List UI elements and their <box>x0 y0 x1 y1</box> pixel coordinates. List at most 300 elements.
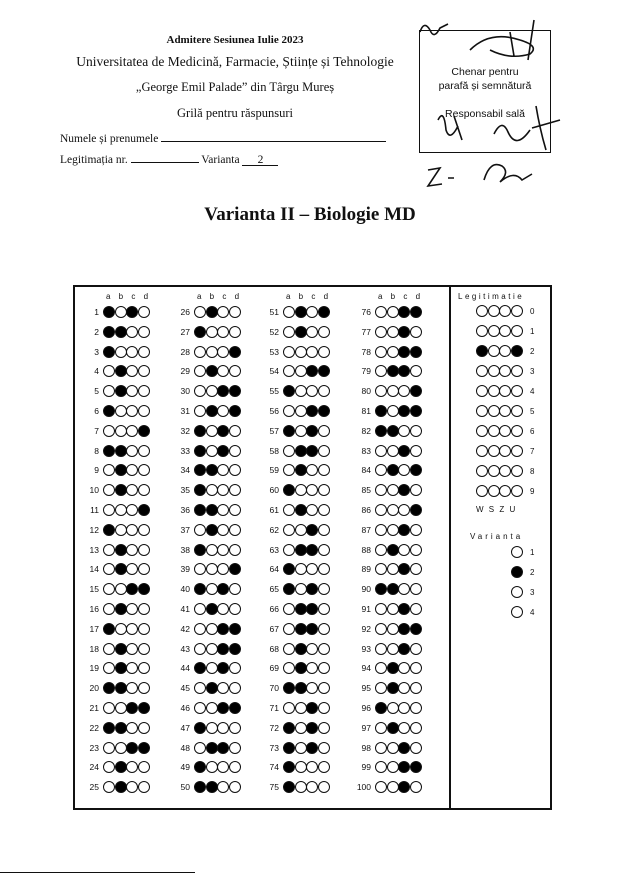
legitimatie-bubble[interactable] <box>511 365 523 377</box>
legitimatie-bubble[interactable] <box>488 345 500 357</box>
answer-bubble[interactable] <box>306 524 318 536</box>
legitimatie-bubble[interactable] <box>488 305 500 317</box>
answer-bubble[interactable] <box>229 326 241 338</box>
legitimatie-bubble[interactable] <box>476 305 488 317</box>
answer-bubble[interactable] <box>115 583 127 595</box>
id-field[interactable] <box>60 151 278 166</box>
answer-bubble[interactable] <box>318 781 330 793</box>
legitimatie-bubble[interactable] <box>511 305 523 317</box>
answer-bubble[interactable] <box>318 365 330 377</box>
legitimatie-bubble[interactable] <box>499 305 511 317</box>
answer-bubble[interactable] <box>410 563 422 575</box>
answer-bubble[interactable] <box>229 405 241 417</box>
answer-bubble[interactable] <box>398 722 410 734</box>
answer-bubble[interactable] <box>138 385 150 397</box>
answer-bubble[interactable] <box>283 504 295 516</box>
legitimatie-bubble[interactable] <box>499 325 511 337</box>
answer-bubble[interactable] <box>410 702 422 714</box>
answer-bubble[interactable] <box>318 662 330 674</box>
answer-bubble[interactable] <box>318 623 330 635</box>
answer-bubble[interactable] <box>217 504 229 516</box>
answer-bubble[interactable] <box>283 524 295 536</box>
answer-bubble[interactable] <box>206 326 218 338</box>
legitimatie-bubble[interactable] <box>511 385 523 397</box>
answer-bubble[interactable] <box>115 761 127 773</box>
answer-bubble[interactable] <box>295 326 307 338</box>
answer-bubble[interactable] <box>217 346 229 358</box>
answer-bubble[interactable] <box>229 544 241 556</box>
answer-bubble[interactable] <box>217 425 229 437</box>
answer-bubble[interactable] <box>295 405 307 417</box>
answer-bubble[interactable] <box>229 504 241 516</box>
answer-bubble[interactable] <box>115 504 127 516</box>
variant-bubble[interactable] <box>511 546 523 558</box>
answer-bubble[interactable] <box>126 504 138 516</box>
legitimatie-bubble[interactable] <box>488 325 500 337</box>
variant-bubble[interactable] <box>511 606 523 618</box>
answer-bubble[interactable] <box>103 722 115 734</box>
legitimatie-bubble[interactable] <box>511 465 523 477</box>
legitimatie-bubble[interactable] <box>476 345 488 357</box>
answer-bubble[interactable] <box>138 643 150 655</box>
answer-bubble[interactable] <box>283 306 295 318</box>
answer-bubble[interactable] <box>138 524 150 536</box>
legitimatie-bubble[interactable] <box>511 345 523 357</box>
answer-bubble[interactable] <box>229 583 241 595</box>
answer-bubble[interactable] <box>138 761 150 773</box>
answer-bubble[interactable] <box>295 722 307 734</box>
answer-bubble[interactable] <box>138 781 150 793</box>
answer-bubble[interactable] <box>283 445 295 457</box>
answer-bubble[interactable] <box>206 425 218 437</box>
answer-bubble[interactable] <box>217 643 229 655</box>
answer-bubble[interactable] <box>295 662 307 674</box>
answer-bubble[interactable] <box>206 405 218 417</box>
answer-bubble[interactable] <box>206 761 218 773</box>
answer-bubble[interactable] <box>115 563 127 575</box>
answer-bubble[interactable] <box>229 445 241 457</box>
answer-bubble[interactable] <box>318 484 330 496</box>
answer-bubble[interactable] <box>410 326 422 338</box>
answer-bubble[interactable] <box>410 464 422 476</box>
answer-bubble[interactable] <box>410 346 422 358</box>
answer-bubble[interactable] <box>283 623 295 635</box>
answer-bubble[interactable] <box>126 425 138 437</box>
answer-bubble[interactable] <box>229 623 241 635</box>
answer-bubble[interactable] <box>229 682 241 694</box>
answer-bubble[interactable] <box>410 385 422 397</box>
answer-bubble[interactable] <box>306 742 318 754</box>
answer-bubble[interactable] <box>295 425 307 437</box>
answer-bubble[interactable] <box>126 306 138 318</box>
answer-bubble[interactable] <box>295 306 307 318</box>
answer-bubble[interactable] <box>306 445 318 457</box>
legitimatie-bubble[interactable] <box>488 465 500 477</box>
answer-bubble[interactable] <box>115 484 127 496</box>
answer-bubble[interactable] <box>103 603 115 615</box>
answer-bubble[interactable] <box>295 682 307 694</box>
answer-bubble[interactable] <box>387 365 399 377</box>
answer-bubble[interactable] <box>318 445 330 457</box>
answer-bubble[interactable] <box>115 524 127 536</box>
answer-bubble[interactable] <box>295 346 307 358</box>
answer-bubble[interactable] <box>138 504 150 516</box>
answer-bubble[interactable] <box>126 742 138 754</box>
answer-bubble[interactable] <box>138 464 150 476</box>
answer-bubble[interactable] <box>398 742 410 754</box>
answer-bubble[interactable] <box>398 445 410 457</box>
name-input-line[interactable] <box>161 130 386 142</box>
answer-bubble[interactable] <box>318 722 330 734</box>
answer-bubble[interactable] <box>375 702 387 714</box>
answer-bubble[interactable] <box>306 702 318 714</box>
legitimatie-bubble[interactable] <box>499 485 511 497</box>
answer-bubble[interactable] <box>410 761 422 773</box>
answer-bubble[interactable] <box>103 623 115 635</box>
answer-bubble[interactable] <box>410 484 422 496</box>
answer-bubble[interactable] <box>115 346 127 358</box>
answer-bubble[interactable] <box>138 326 150 338</box>
answer-bubble[interactable] <box>206 702 218 714</box>
answer-bubble[interactable] <box>295 445 307 457</box>
answer-bubble[interactable] <box>387 346 399 358</box>
legitimatie-bubble[interactable] <box>488 425 500 437</box>
answer-bubble[interactable] <box>410 722 422 734</box>
legitimatie-bubble[interactable] <box>476 325 488 337</box>
answer-bubble[interactable] <box>283 326 295 338</box>
answer-bubble[interactable] <box>138 742 150 754</box>
answer-bubble[interactable] <box>318 563 330 575</box>
answer-bubble[interactable] <box>115 722 127 734</box>
answer-bubble[interactable] <box>138 365 150 377</box>
answer-bubble[interactable] <box>410 682 422 694</box>
answer-bubble[interactable] <box>283 702 295 714</box>
answer-bubble[interactable] <box>194 544 206 556</box>
answer-bubble[interactable] <box>410 742 422 754</box>
answer-bubble[interactable] <box>375 326 387 338</box>
answer-bubble[interactable] <box>229 662 241 674</box>
answer-bubble[interactable] <box>217 742 229 754</box>
answer-bubble[interactable] <box>229 603 241 615</box>
answer-bubble[interactable] <box>206 662 218 674</box>
answer-bubble[interactable] <box>295 781 307 793</box>
answer-bubble[interactable] <box>206 306 218 318</box>
legitimatie-bubble[interactable] <box>511 445 523 457</box>
answer-bubble[interactable] <box>229 385 241 397</box>
answer-bubble[interactable] <box>410 365 422 377</box>
legitimatie-bubble[interactable] <box>476 485 488 497</box>
answer-bubble[interactable] <box>398 524 410 536</box>
answer-bubble[interactable] <box>398 326 410 338</box>
answer-bubble[interactable] <box>398 346 410 358</box>
answer-bubble[interactable] <box>126 623 138 635</box>
legitimatie-bubble[interactable] <box>511 425 523 437</box>
answer-bubble[interactable] <box>387 722 399 734</box>
answer-bubble[interactable] <box>126 643 138 655</box>
answer-bubble[interactable] <box>217 326 229 338</box>
answer-bubble[interactable] <box>206 524 218 536</box>
answer-bubble[interactable] <box>103 346 115 358</box>
answer-bubble[interactable] <box>318 643 330 655</box>
answer-bubble[interactable] <box>103 504 115 516</box>
answer-bubble[interactable] <box>387 702 399 714</box>
legitimatie-bubble[interactable] <box>476 405 488 417</box>
answer-bubble[interactable] <box>126 346 138 358</box>
legitimatie-bubble[interactable] <box>499 445 511 457</box>
answer-bubble[interactable] <box>387 781 399 793</box>
answer-bubble[interactable] <box>387 742 399 754</box>
answer-bubble[interactable] <box>295 563 307 575</box>
answer-bubble[interactable] <box>306 306 318 318</box>
answer-bubble[interactable] <box>206 781 218 793</box>
answer-bubble[interactable] <box>126 445 138 457</box>
answer-bubble[interactable] <box>206 643 218 655</box>
answer-bubble[interactable] <box>115 445 127 457</box>
legitimatie-bubble[interactable] <box>488 485 500 497</box>
answer-bubble[interactable] <box>229 306 241 318</box>
answer-bubble[interactable] <box>206 385 218 397</box>
answer-bubble[interactable] <box>217 603 229 615</box>
answer-bubble[interactable] <box>206 365 218 377</box>
answer-bubble[interactable] <box>103 643 115 655</box>
answer-bubble[interactable] <box>410 405 422 417</box>
answer-bubble[interactable] <box>410 623 422 635</box>
answer-bubble[interactable] <box>318 742 330 754</box>
answer-bubble[interactable] <box>126 722 138 734</box>
answer-bubble[interactable] <box>410 662 422 674</box>
answer-bubble[interactable] <box>126 326 138 338</box>
id-input-line[interactable] <box>131 151 199 163</box>
answer-bubble[interactable] <box>306 326 318 338</box>
answer-bubble[interactable] <box>375 623 387 635</box>
answer-bubble[interactable] <box>229 702 241 714</box>
answer-bubble[interactable] <box>306 425 318 437</box>
answer-bubble[interactable] <box>306 603 318 615</box>
answer-bubble[interactable] <box>229 524 241 536</box>
answer-bubble[interactable] <box>138 682 150 694</box>
answer-bubble[interactable] <box>283 603 295 615</box>
answer-bubble[interactable] <box>318 603 330 615</box>
legitimatie-bubble[interactable] <box>499 405 511 417</box>
legitimatie-bubble[interactable] <box>511 325 523 337</box>
answer-bubble[interactable] <box>410 445 422 457</box>
answer-bubble[interactable] <box>138 563 150 575</box>
answer-bubble[interactable] <box>398 405 410 417</box>
answer-bubble[interactable] <box>126 405 138 417</box>
answer-bubble[interactable] <box>398 603 410 615</box>
answer-bubble[interactable] <box>217 445 229 457</box>
answer-bubble[interactable] <box>217 524 229 536</box>
answer-bubble[interactable] <box>194 722 206 734</box>
answer-bubble[interactable] <box>206 544 218 556</box>
answer-bubble[interactable] <box>398 643 410 655</box>
variant-bubble[interactable] <box>511 586 523 598</box>
answer-bubble[interactable] <box>387 583 399 595</box>
answer-bubble[interactable] <box>318 583 330 595</box>
answer-bubble[interactable] <box>194 445 206 457</box>
answer-bubble[interactable] <box>283 405 295 417</box>
answer-bubble[interactable] <box>295 643 307 655</box>
answer-bubble[interactable] <box>206 742 218 754</box>
answer-bubble[interactable] <box>206 722 218 734</box>
answer-bubble[interactable] <box>398 306 410 318</box>
answer-bubble[interactable] <box>115 425 127 437</box>
answer-bubble[interactable] <box>206 623 218 635</box>
answer-bubble[interactable] <box>295 623 307 635</box>
answer-bubble[interactable] <box>217 623 229 635</box>
answer-bubble[interactable] <box>306 643 318 655</box>
answer-bubble[interactable] <box>375 603 387 615</box>
answer-bubble[interactable] <box>318 544 330 556</box>
answer-bubble[interactable] <box>387 385 399 397</box>
answer-bubble[interactable] <box>318 524 330 536</box>
answer-bubble[interactable] <box>138 544 150 556</box>
answer-bubble[interactable] <box>318 425 330 437</box>
answer-bubble[interactable] <box>115 603 127 615</box>
legitimatie-bubble[interactable] <box>488 385 500 397</box>
answer-bubble[interactable] <box>217 702 229 714</box>
answer-bubble[interactable] <box>138 425 150 437</box>
answer-bubble[interactable] <box>115 781 127 793</box>
answer-bubble[interactable] <box>387 326 399 338</box>
answer-bubble[interactable] <box>283 742 295 754</box>
answer-bubble[interactable] <box>387 445 399 457</box>
answer-bubble[interactable] <box>194 702 206 714</box>
answer-bubble[interactable] <box>295 544 307 556</box>
answer-bubble[interactable] <box>375 643 387 655</box>
answer-bubble[interactable] <box>318 682 330 694</box>
answer-bubble[interactable] <box>194 346 206 358</box>
answer-bubble[interactable] <box>138 662 150 674</box>
answer-bubble[interactable] <box>398 702 410 714</box>
answer-bubble[interactable] <box>375 722 387 734</box>
answer-bubble[interactable] <box>194 524 206 536</box>
answer-bubble[interactable] <box>318 761 330 773</box>
legitimatie-bubble[interactable] <box>499 345 511 357</box>
answer-bubble[interactable] <box>138 405 150 417</box>
answer-bubble[interactable] <box>306 405 318 417</box>
answer-bubble[interactable] <box>283 346 295 358</box>
answer-bubble[interactable] <box>398 425 410 437</box>
answer-bubble[interactable] <box>398 544 410 556</box>
answer-bubble[interactable] <box>115 742 127 754</box>
legitimatie-bubble[interactable] <box>476 465 488 477</box>
legitimatie-bubble[interactable] <box>499 385 511 397</box>
answer-bubble[interactable] <box>138 346 150 358</box>
answer-bubble[interactable] <box>138 702 150 714</box>
answer-bubble[interactable] <box>103 742 115 754</box>
answer-bubble[interactable] <box>229 742 241 754</box>
answer-bubble[interactable] <box>318 385 330 397</box>
legitimatie-bubble[interactable] <box>511 405 523 417</box>
answer-bubble[interactable] <box>387 682 399 694</box>
answer-bubble[interactable] <box>115 544 127 556</box>
answer-bubble[interactable] <box>387 504 399 516</box>
legitimatie-bubble[interactable] <box>499 425 511 437</box>
answer-bubble[interactable] <box>103 326 115 338</box>
answer-bubble[interactable] <box>194 603 206 615</box>
answer-bubble[interactable] <box>103 544 115 556</box>
answer-bubble[interactable] <box>217 405 229 417</box>
answer-bubble[interactable] <box>306 623 318 635</box>
answer-bubble[interactable] <box>115 464 127 476</box>
answer-bubble[interactable] <box>229 781 241 793</box>
answer-bubble[interactable] <box>295 365 307 377</box>
answer-bubble[interactable] <box>295 464 307 476</box>
legitimatie-bubble[interactable] <box>488 405 500 417</box>
answer-bubble[interactable] <box>115 623 127 635</box>
legitimatie-bubble[interactable] <box>488 365 500 377</box>
answer-bubble[interactable] <box>194 405 206 417</box>
answer-bubble[interactable] <box>387 306 399 318</box>
legitimatie-bubble[interactable] <box>499 365 511 377</box>
answer-bubble[interactable] <box>306 346 318 358</box>
answer-bubble[interactable] <box>398 623 410 635</box>
answer-bubble[interactable] <box>283 425 295 437</box>
answer-bubble[interactable] <box>295 504 307 516</box>
legitimatie-bubble[interactable] <box>499 465 511 477</box>
answer-bubble[interactable] <box>206 445 218 457</box>
answer-bubble[interactable] <box>283 544 295 556</box>
answer-bubble[interactable] <box>318 306 330 318</box>
answer-bubble[interactable] <box>410 425 422 437</box>
answer-bubble[interactable] <box>283 643 295 655</box>
answer-bubble[interactable] <box>115 365 127 377</box>
answer-bubble[interactable] <box>194 306 206 318</box>
answer-bubble[interactable] <box>375 306 387 318</box>
answer-bubble[interactable] <box>375 524 387 536</box>
answer-bubble[interactable] <box>410 603 422 615</box>
answer-bubble[interactable] <box>229 464 241 476</box>
answer-bubble[interactable] <box>126 702 138 714</box>
answer-bubble[interactable] <box>229 722 241 734</box>
legitimatie-bubble[interactable] <box>476 365 488 377</box>
answer-bubble[interactable] <box>217 722 229 734</box>
answer-bubble[interactable] <box>138 722 150 734</box>
answer-bubble[interactable] <box>410 504 422 516</box>
name-field[interactable] <box>60 130 386 145</box>
answer-bubble[interactable] <box>126 524 138 536</box>
answer-bubble[interactable] <box>115 385 127 397</box>
answer-bubble[interactable] <box>410 306 422 318</box>
answer-bubble[interactable] <box>138 484 150 496</box>
answer-bubble[interactable] <box>387 623 399 635</box>
answer-bubble[interactable] <box>138 603 150 615</box>
answer-bubble[interactable] <box>115 643 127 655</box>
answer-bubble[interactable] <box>194 504 206 516</box>
answer-bubble[interactable] <box>306 504 318 516</box>
answer-bubble[interactable] <box>387 405 399 417</box>
answer-bubble[interactable] <box>115 326 127 338</box>
answer-bubble[interactable] <box>206 346 218 358</box>
answer-bubble[interactable] <box>283 722 295 734</box>
answer-bubble[interactable] <box>410 524 422 536</box>
answer-bubble[interactable] <box>410 781 422 793</box>
answer-bubble[interactable] <box>115 702 127 714</box>
legitimatie-bubble[interactable] <box>511 485 523 497</box>
legitimatie-bubble[interactable] <box>476 445 488 457</box>
answer-bubble[interactable] <box>126 544 138 556</box>
answer-bubble[interactable] <box>229 365 241 377</box>
answer-bubble[interactable] <box>295 603 307 615</box>
answer-bubble[interactable] <box>194 643 206 655</box>
answer-bubble[interactable] <box>387 761 399 773</box>
answer-bubble[interactable] <box>229 346 241 358</box>
answer-bubble[interactable] <box>410 583 422 595</box>
answer-bubble[interactable] <box>387 544 399 556</box>
answer-bubble[interactable] <box>126 603 138 615</box>
answer-bubble[interactable] <box>115 405 127 417</box>
